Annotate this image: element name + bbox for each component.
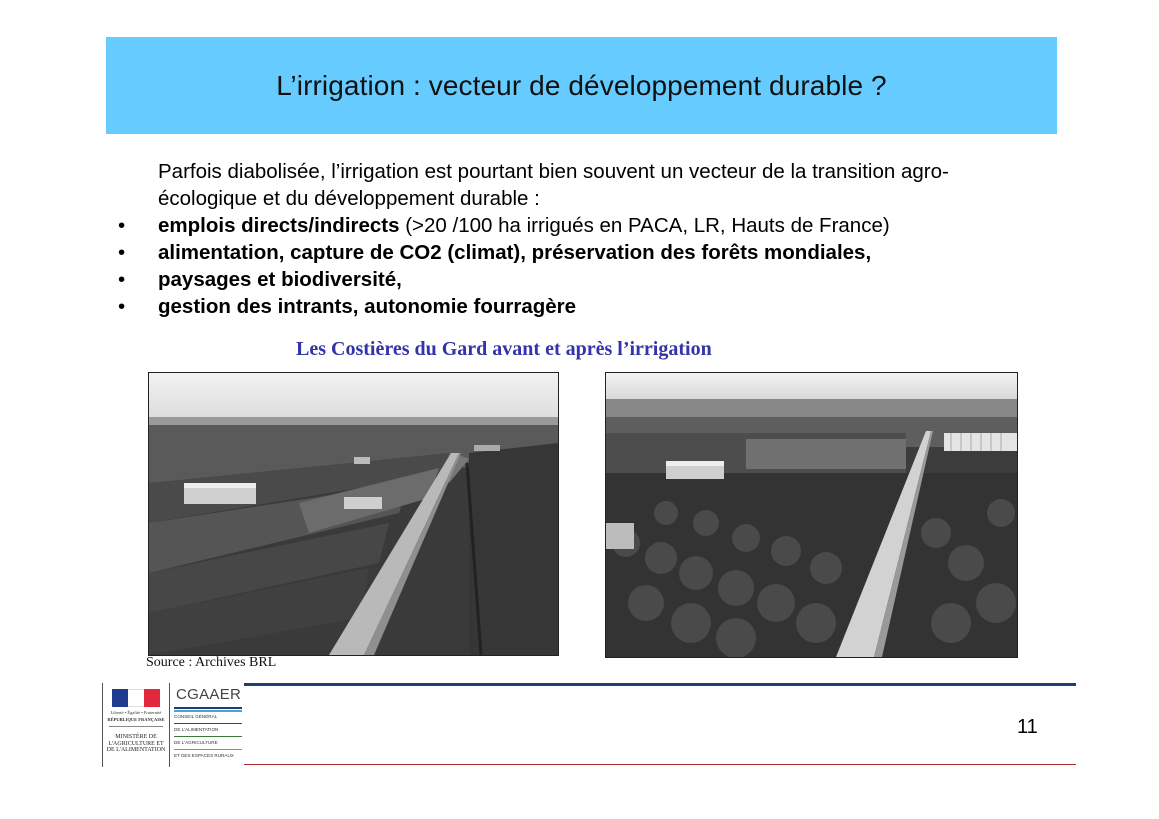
bullet-text: (>20 /100 ha irrigués en PACA, LR, Hauts de France) (399, 214, 890, 237)
title-banner (106, 37, 1057, 134)
cgaaer-line-2: DE L'ALIMENTATION (174, 727, 219, 732)
source-note: Source : Archives BRL (146, 655, 277, 670)
bullet-dot: • (118, 241, 126, 264)
cgaaer-line-1: CONSEIL GÉNÉRAL (174, 714, 218, 719)
cgaaer-bar-green (174, 736, 242, 737)
ministry-name: MINISTÈRE DE L'AGRICULTURE ET DE L'ALIMENTATION (106, 734, 166, 753)
photo-caption: Les Costières du Gard avant et après l’irrigation (296, 338, 712, 360)
slide-title: L’irrigation : vecteur de développement durable ? (276, 69, 887, 101)
cgaaer-bar-lightgreen (174, 749, 242, 750)
french-flag-icon (112, 689, 160, 707)
page-number: 11 (1017, 716, 1038, 738)
cgaaer-bar-lightblue (174, 710, 242, 712)
cgaaer-line-3: DE L'AGRICULTURE (174, 740, 218, 745)
cgaaer-line-4: ET DES ESPACES RURAUX (174, 753, 234, 758)
ministry-motto: Liberté • Égalité • Fraternité (110, 710, 162, 715)
bullet-dot: • (118, 295, 126, 318)
cgaaer-bar-plum (174, 723, 242, 724)
bullet-bold-text: emplois directs/indirects (158, 214, 400, 237)
bullet-dot: • (118, 268, 126, 291)
ministry-divider (109, 726, 163, 727)
cgaaer-bar-blue (174, 707, 242, 709)
intro-paragraph: Parfois diabolisée, l’irrigation est pourtant bien souvent un vecteur de la transition agro-écologique et du développement durable : (158, 160, 949, 210)
cgaaer-logo (174, 686, 244, 766)
bullet-bold-text: paysages et biodiversité, (158, 268, 402, 291)
ministry-logo (102, 683, 170, 767)
footer-rule-bottom (244, 764, 1076, 765)
bullet-bold-text: gestion des intrants, autonomie fourragère (158, 295, 577, 318)
bullet-item (118, 266, 890, 293)
photo-after-irrigation (605, 372, 1018, 658)
bullet-item (118, 293, 890, 320)
bullet-list (118, 212, 890, 320)
bullet-bold-text: alimentation, capture de CO2 (climat), préservation des forêts mondiales, (158, 241, 872, 264)
photo-before-irrigation (148, 372, 559, 656)
footer-rule-top (244, 683, 1076, 686)
cgaaer-acronym: CGAAER (176, 686, 242, 703)
ministry-republic: RÉPUBLIQUE FRANÇAISE (107, 717, 165, 722)
bullet-item (118, 212, 890, 239)
bullet-item (118, 239, 890, 266)
bullet-dot: • (118, 214, 126, 237)
